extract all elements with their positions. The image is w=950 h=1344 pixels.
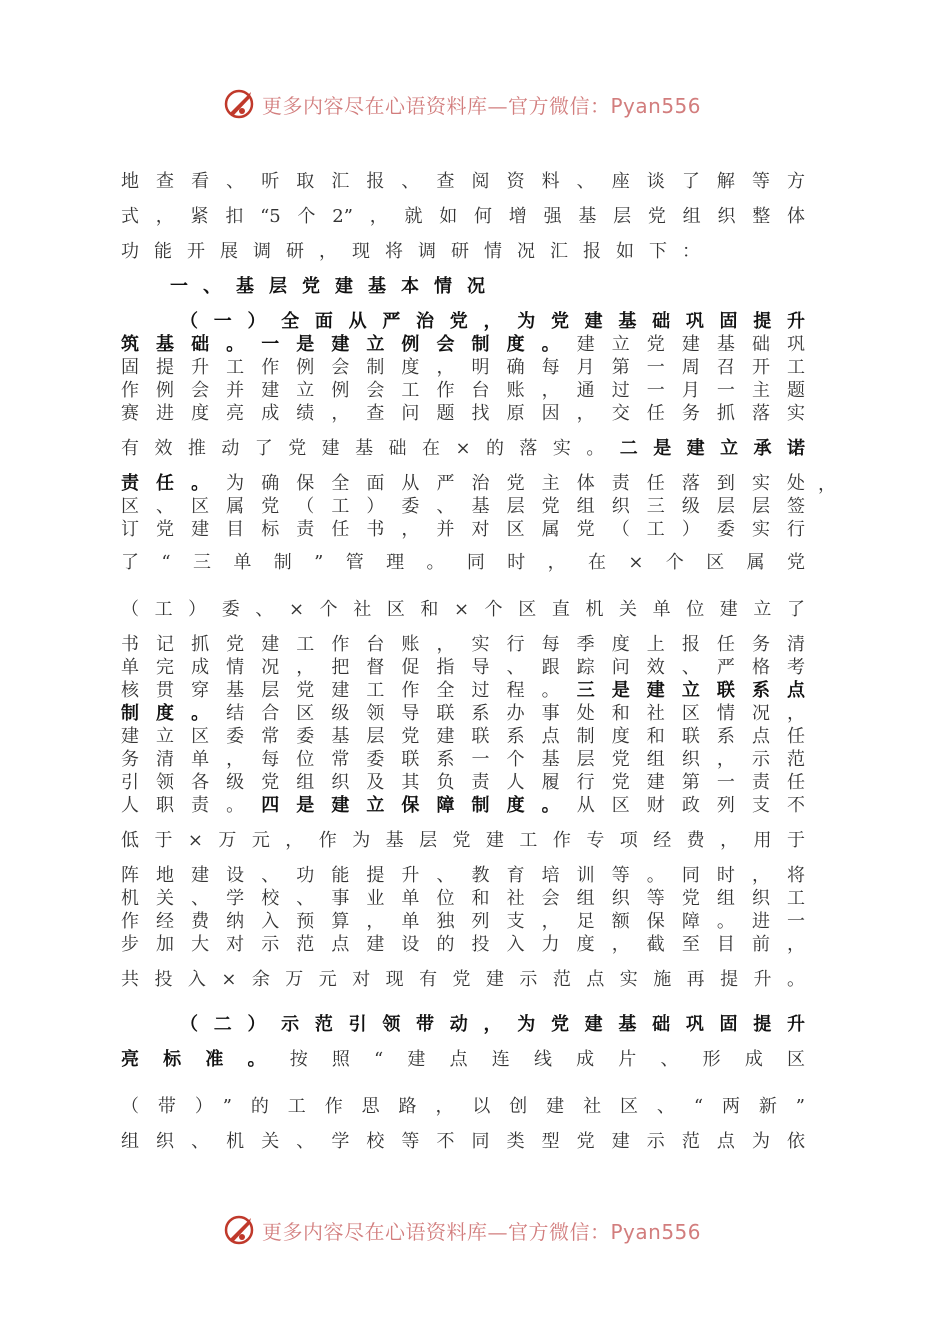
text-line (121, 794, 805, 818)
bold-text-segment: 一、基层党建基本情况 (170, 276, 500, 297)
stray-punctuation: ， (818, 474, 836, 495)
bold-text-segment: 二是建立承诺 (619, 438, 805, 459)
text-segment: （工）委、×个社区和×个区直机关单位建立了 (121, 599, 805, 620)
text-line (121, 472, 805, 496)
bold-text-segment: 筑基础。一是建立例会制度。 (121, 334, 577, 355)
text-line (180, 310, 805, 334)
text-line (121, 518, 805, 542)
text-segment: 建立党建基础巩 (576, 334, 806, 355)
text-line (121, 356, 805, 380)
text-line (121, 725, 805, 749)
bold-text-segment: 三是建立联系点 (576, 680, 806, 701)
text-line (170, 275, 805, 299)
text-line (121, 598, 805, 622)
text-line (121, 495, 805, 519)
text-segment: 功能开展调研，现将调研情况汇报如下： (121, 241, 715, 262)
text-segment: 机关、学校、事业单位和社会组织等党组织工 (121, 888, 805, 909)
text-segment: 书记抓党建工作台账，实行每季度上报任务清 (121, 634, 805, 655)
text-segment: 单完成情况，把督促指导、跟踪问效、严格考 (121, 657, 805, 678)
text-segment: 核贯穿基层党建工作全过程。 (121, 680, 577, 701)
text-segment: 为确保全面从严治党主体责任落到实处 (226, 473, 806, 494)
text-line (180, 1013, 805, 1037)
text-line (121, 402, 805, 426)
text-segment: 务清单，每位常委联系一个基层党组织，示范 (121, 749, 805, 770)
text-segment: 结合区级领导联系办事处和社区情况， (226, 703, 806, 724)
text-segment: 有效推动了党建基础在×的落实。 (121, 438, 620, 459)
footer-watermark-banner (0, 1210, 950, 1250)
text-line (121, 910, 805, 934)
text-segment: 人职责。 (121, 795, 262, 816)
text-segment: 组织、机关、学校等不同类型党建示范点为依 (121, 1131, 805, 1152)
text-line (121, 656, 805, 680)
text-line (121, 633, 805, 657)
text-line (121, 1048, 805, 1072)
bold-text-segment: （二）示范引领带动，为党建基础巩固提升 (180, 1014, 805, 1035)
text-segment: 从区财政列支不 (576, 795, 806, 816)
text-segment: 步加大对示范点建设的投入力度，截至目前， (121, 934, 805, 955)
bold-text-segment: （一）全面从严治党，为党建基础巩固提升 (180, 311, 805, 332)
text-line (121, 379, 805, 403)
text-segment: 共投入×余万元对现有党建示范点实施再提升。 (121, 969, 805, 990)
text-line (121, 829, 805, 853)
seal-logo-icon (222, 1210, 258, 1250)
text-line (121, 771, 805, 795)
text-line (121, 170, 805, 194)
text-line (121, 240, 805, 264)
text-segment: （带）”的工作思路，以创建社区、“两新” (121, 1096, 805, 1117)
bold-text-segment: 四是建立保障制度。 (261, 795, 577, 816)
seal-logo-icon (222, 84, 258, 124)
text-segment: 区、区属党（工）委、基层党组织三级层层签 (121, 496, 805, 517)
text-line (121, 887, 805, 911)
text-line (121, 933, 805, 957)
text-segment: 按照“建点连线成片、形成区 (289, 1049, 806, 1070)
watermark-text: 更多内容尽在心语资料库—官方微信：Pyan556 (262, 94, 702, 118)
text-segment: 作经费纳入预算，单独列支，足额保障。进一 (121, 911, 805, 932)
text-segment: 引领各级党组织及其负责人履行党建第一责任 (121, 772, 805, 793)
text-line (121, 1130, 805, 1154)
text-segment: 地查看、听取汇报、查阅资料、座谈了解等方 (121, 171, 805, 192)
text-segment: 了“三单制”管理。同时，在×个区属党 (121, 552, 805, 573)
text-segment: 建立区委常委基层党建联系点制度和联系点任 (121, 726, 805, 747)
watermark-text: 更多内容尽在心语资料库—官方微信：Pyan556 (262, 1220, 702, 1244)
bold-text-segment: 责任。 (121, 473, 227, 494)
text-segment: 阵地建设、功能提升、教育培训等。同时，将 (121, 865, 805, 886)
text-line (121, 551, 805, 575)
text-line (121, 702, 805, 726)
text-segment: 低于×万元，作为基层党建工作专项经费，用于 (121, 830, 805, 851)
header-watermark-banner (0, 84, 950, 124)
text-line (121, 437, 805, 461)
text-segment: 固提升工作例会制度，明确每月第一周召开工 (121, 357, 805, 378)
text-line (121, 679, 805, 703)
text-segment: 作例会并建立例会工作台账，通过一月一主题 (121, 380, 805, 401)
text-segment: 订党建目标责任书，并对区属党（工）委实行 (121, 519, 805, 540)
bold-text-segment: 亮标准。 (121, 1049, 290, 1070)
text-line (121, 864, 805, 888)
text-segment: 赛进度亮成绩，查问题找原因，交任务抓落实 (121, 403, 805, 424)
bold-text-segment: 制度。 (121, 703, 227, 724)
text-line (121, 1095, 805, 1119)
text-line (121, 748, 805, 772)
text-line (121, 968, 805, 992)
text-segment: 式，紧扣“5个2”，就如何增强基层党组织整体 (121, 206, 805, 227)
text-line (121, 205, 805, 229)
text-line (121, 333, 805, 357)
